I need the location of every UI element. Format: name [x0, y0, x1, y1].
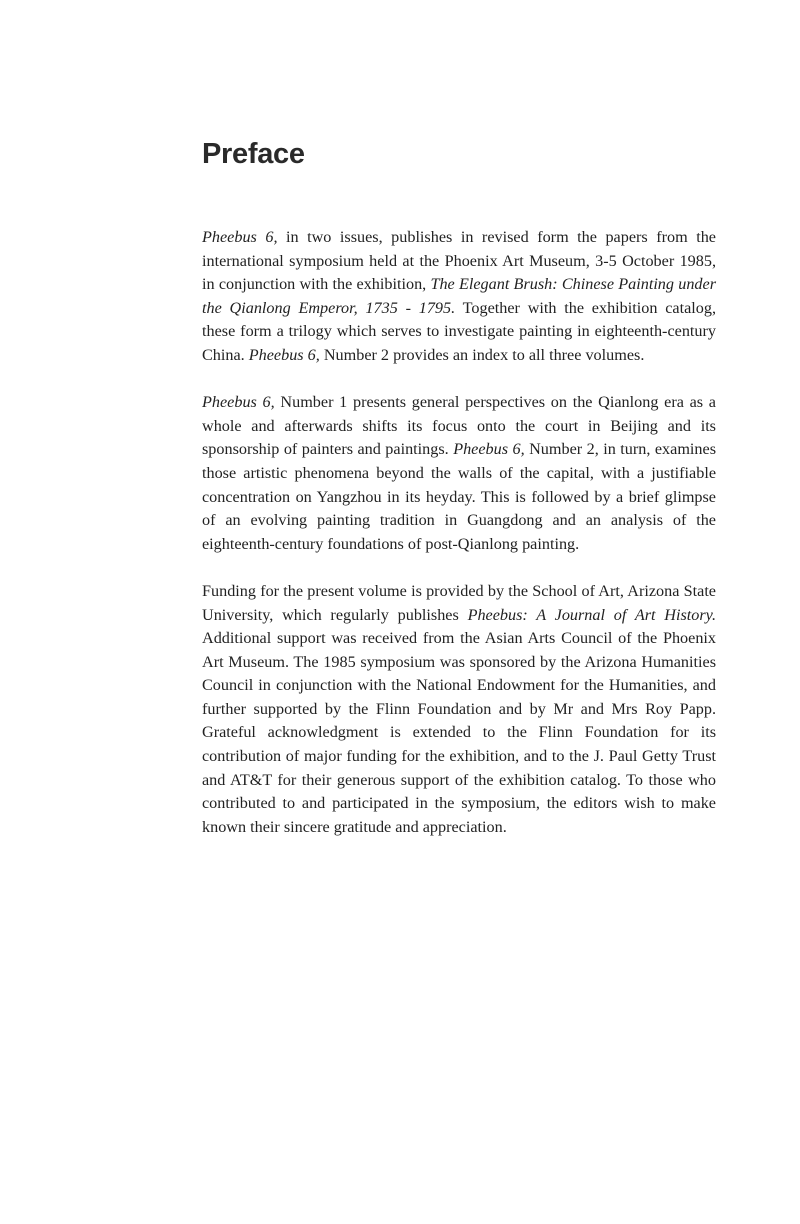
journal-title-ref: Pheebus 6,	[248, 345, 320, 364]
paragraph-text: Together with the exhibition catalog, these form a trilogy which serves to investigate painting in eighteenth-century China.	[202, 298, 716, 364]
exhibition-title-ref: The Elegant Brush: Chinese Painting under the Qianlong Emperor, 1735 - 1795.	[202, 275, 716, 317]
paragraph-text: Number 1 presents general perspectives on the Qianlong era as a whole and afterwards shifts its focus onto the court in Beijing and its sponsorship of painters and paintings.	[202, 393, 716, 459]
paragraph-text: Number 2 provides an index to all three volumes.	[319, 345, 645, 364]
journal-title-ref: Pheebus: A Journal of Art History.	[467, 605, 716, 624]
journal-title-ref: Pheebus 6,	[202, 228, 278, 246]
paragraph-text: Additional support was received from the Asian Arts Council of the Phoenix Art Museum. The 1985 symposium was sponsored by the Arizona Humanities Council in conjunction with the National Endowment for the Humanities, and further supported by the Flinn Foundation and by Mr and Mrs Roy Papp. Grateful acknowledgment is extended to the Flinn Foundation for its contribution of major funding for the exhibition, and to the J. Paul Getty Trust and AT&T for their generous support of the exhibition catalog. To those who contributed to and participated in the symposium, the editors wish to make known their sincere gratitude and appreciation.	[202, 629, 716, 836]
preface-body	[202, 226, 716, 839]
page-title: Preface	[202, 138, 305, 170]
paragraph-3	[202, 580, 716, 840]
paragraph-1	[202, 226, 716, 368]
journal-title-ref: Pheebus 6,	[453, 440, 525, 459]
journal-title-ref: Pheebus 6,	[202, 393, 275, 412]
paragraph-text: Funding for the present volume is provided by the School of Art, Arizona State University, which regularly publishes	[202, 581, 716, 624]
paragraph-2	[202, 391, 716, 556]
paragraph-text: in two issues, publishes in revised form the papers from the international symposium held at the Phoenix Art Museum, 3-5 October 1985, in conjunction with the exhibition,	[202, 228, 716, 294]
paragraph-text: Number 2, in turn, examines those artistic phenomena beyond the walls of the capital, with a justifiable concentration on Yangzhou in its heyday. This is followed by a brief glimpse of an evolving painting tradition in Guangdong and an analysis of the eighteenth-century foundations of post-Qianlong painting.	[202, 440, 716, 553]
